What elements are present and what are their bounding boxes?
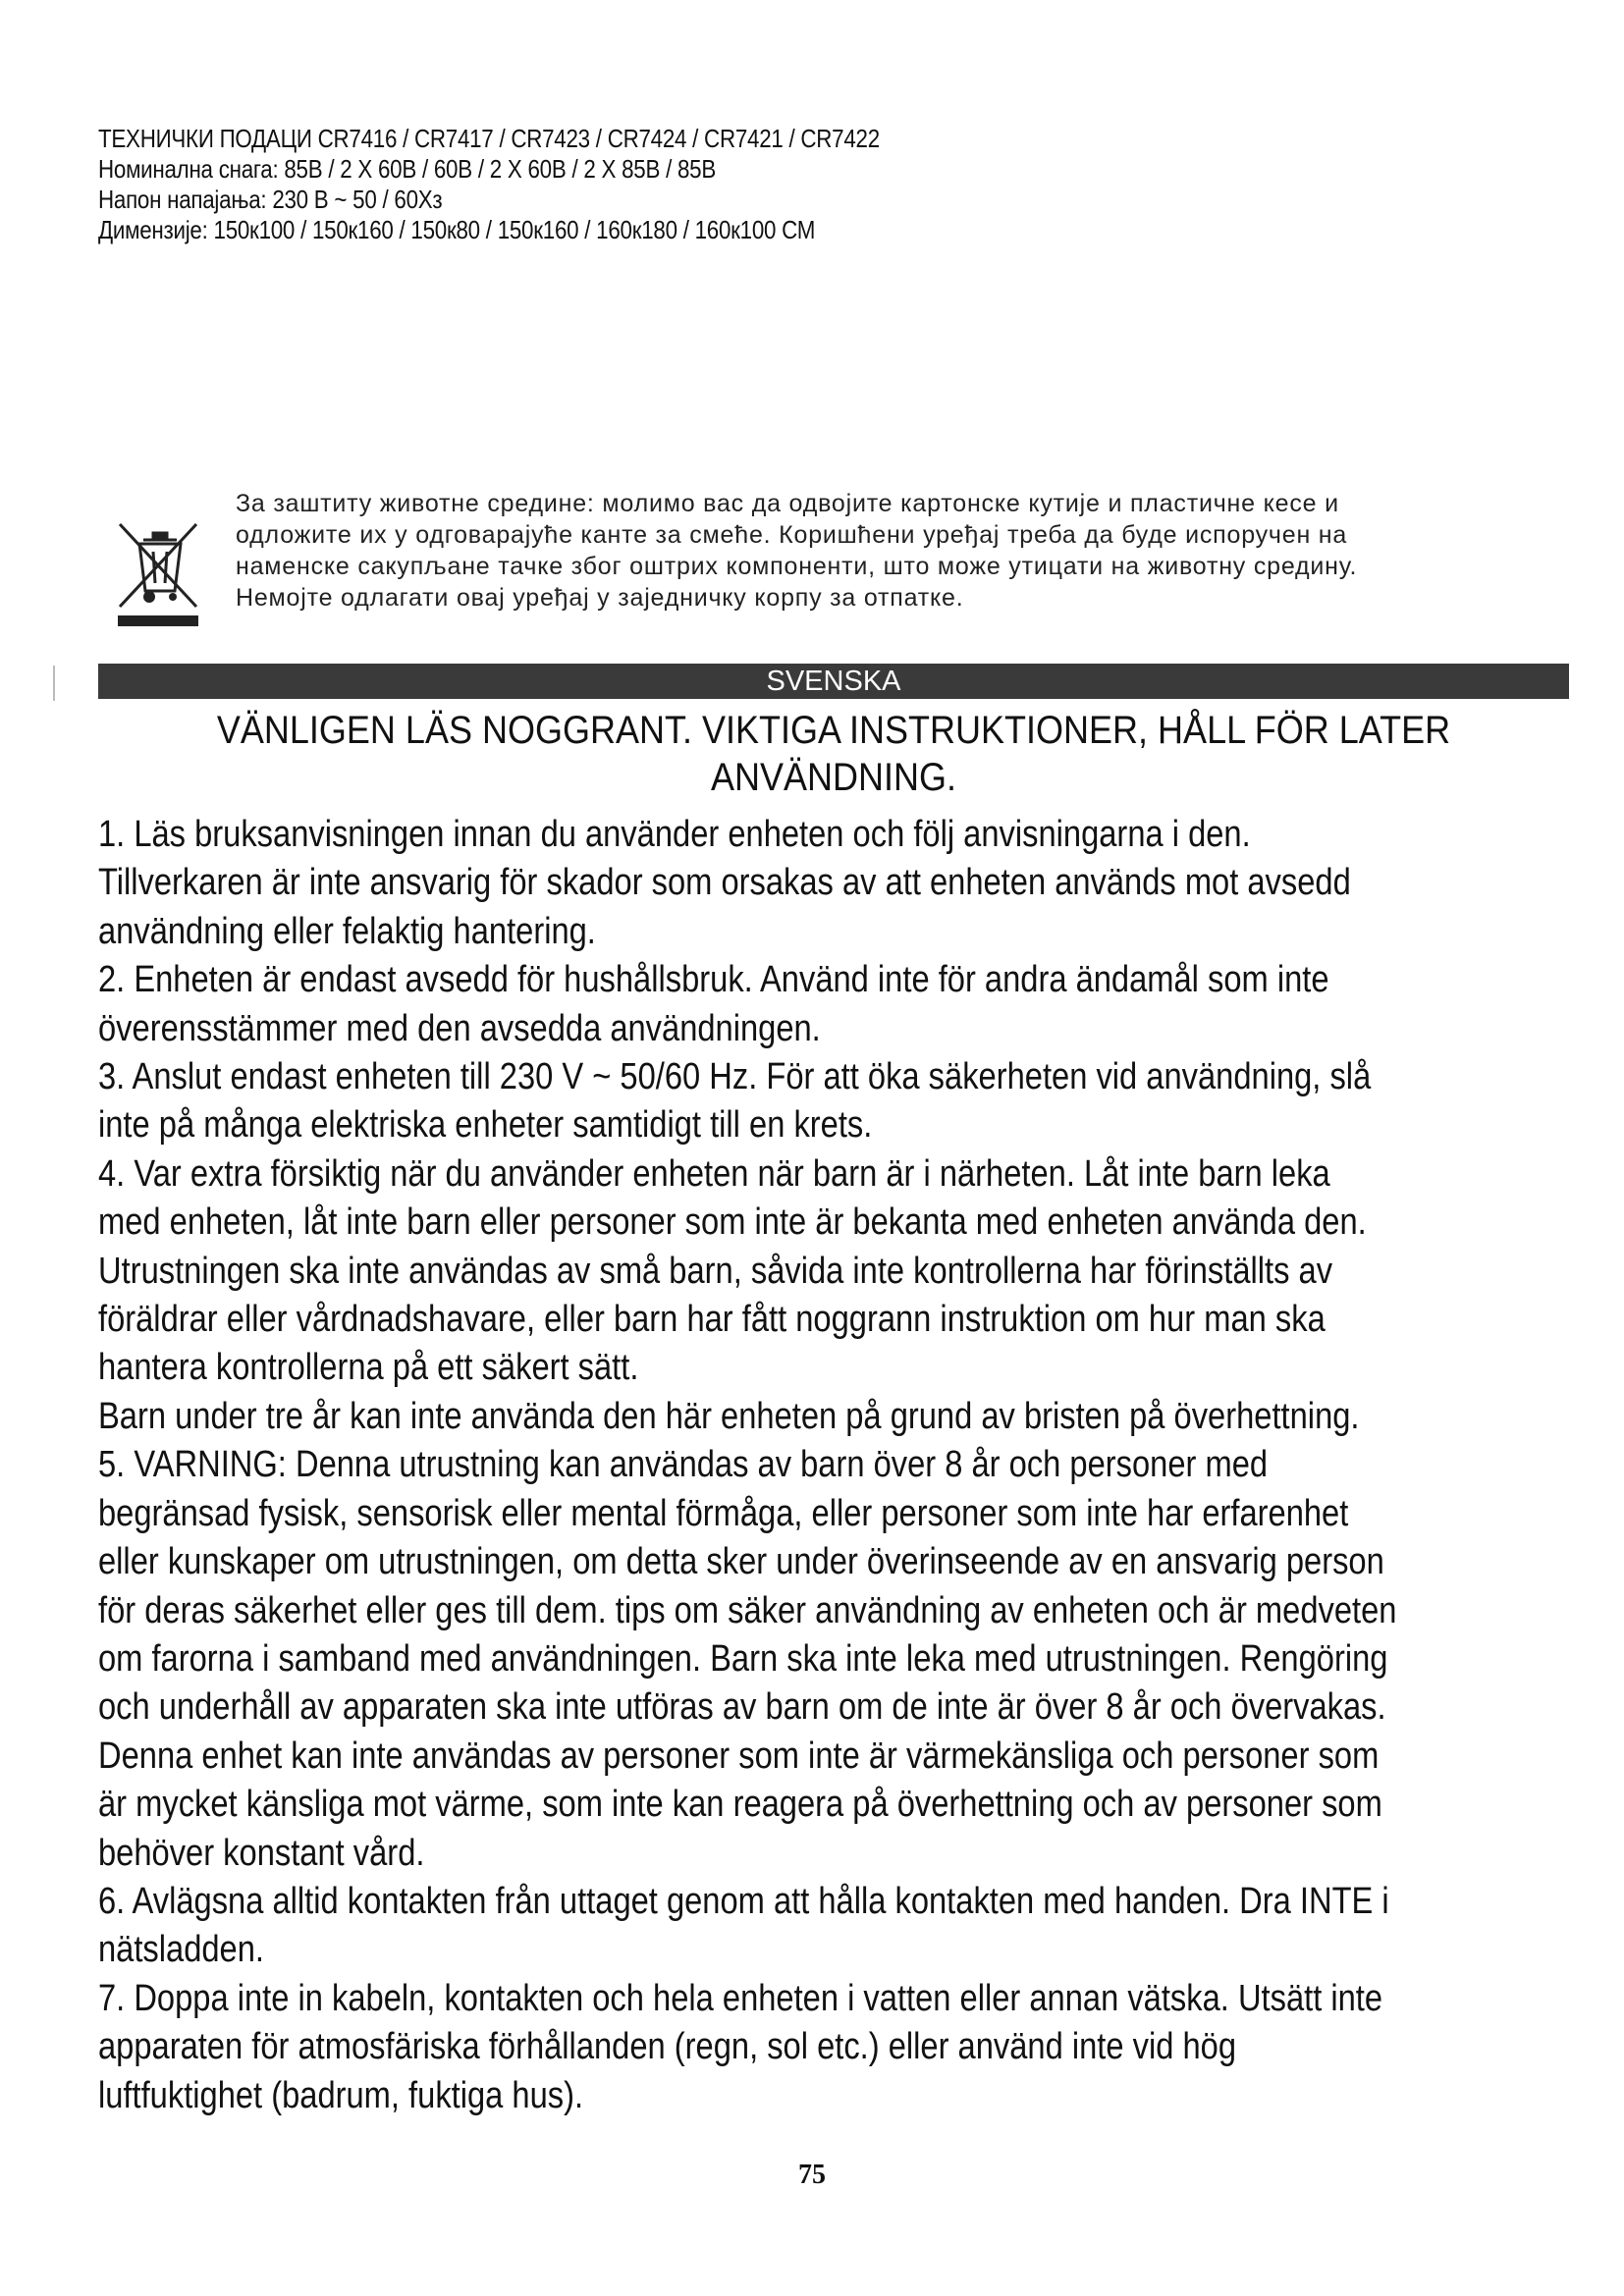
environment-line: Немојте одлагати овај уређај у заједничку корпу за отпатке. [236,584,964,612]
tech-power: Номинална снага: 85В / 2 X 60В / 60В / 2 X 60В / 2 X 85В / 85В [98,154,716,184]
crossed-out-wheelie-bin-icon [116,520,200,628]
instruction-line: apparaten för atmosfäriska förhållanden (regn, sol etc.) eller använd inte vid hög [98,2026,1236,2068]
instruction-line: Tillverkaren är inte ansvarig för skador som orsakas av att enheten används mot avsedd [98,862,1351,904]
tech-voltage: Напон напајања: 230 В ~ 50 / 60Хз [98,185,443,214]
instruction-line: Utrustningen ska inte användas av små barn, såvida inte kontrollerna har förinställts av [98,1250,1333,1292]
instruction-line: överensstämmer med den avsedda användningen. [98,1007,821,1049]
tech-dimensions: Димензије: 150к100 / 150к160 / 150к80 / 150к160 / 160к180 / 160к100 СМ [98,215,816,244]
environment-line: За заштиту животне средине: молимо вас да одвојите картонске кутије и пластичне кесе и [236,490,1339,517]
instruction-line: luftfuktighet (badrum, fuktiga hus). [98,2074,584,2116]
instruction-line: 4. Var extra försiktig när du använder enheten när barn är i närheten. Låt inte barn leka [98,1152,1330,1195]
margin-mark [53,666,55,701]
instruction-line: föräldrar eller vårdnadshavare, eller barn har fått noggrann instruktion om hur man ska [98,1299,1326,1341]
instruction-line: 3. Anslut endast enheten till 230 V ~ 50/60 Hz. För att öka säkerheten vid användning, slå [98,1056,1372,1098]
instruction-line: 7. Doppa inte in kabeln, kontakten och hela enheten i vatten eller annan vätska. Utsätt inte [98,1977,1383,2019]
instruction-line: 1. Läs bruksanvisningen innan du använder enheten och följ anvisningarna i den. [98,814,1251,855]
instruction-line: är mycket känsliga mot värme, som inte kan reagera på överhettning och av personer som [98,1784,1382,1826]
technical-data [98,124,1375,245]
instruction-line: användning eller felaktig hantering. [98,910,596,952]
instruction-line: behöver konstant vård. [98,1832,425,1874]
instruction-line: Denna enhet kan inte användas av personer som inte är värmekänsliga och personer som [98,1735,1380,1777]
instructions-body [98,811,1591,2120]
page-number: 75 [798,2160,826,2190]
environment-notice [236,488,1551,614]
instruction-line: nätsladden. [98,1929,264,1971]
instruction-line: för deras säkerhet eller ges till dem. tips om säker användning av enheten och är medveten [98,1589,1397,1631]
instruction-line: 6. Avlägsna alltid kontakten från uttaget genom att hålla kontakten med handen. Dra INTE i [98,1880,1389,1922]
instruction-line: och underhåll av apparaten ska inte utföras av barn om de inte är över 8 år och övervakas. [98,1686,1386,1729]
instruction-line: 5. VARNING: Denna utrustning kan användas av barn över 8 år och personer med [98,1444,1269,1486]
instruction-line: Barn under tre år kan inte använda den här enheten på grund av bristen på överhettning. [98,1395,1360,1437]
environment-line: одложите их у одговарајуће канте за смеће. Коришћени уређај треба да буде испоручен на [236,521,1348,549]
instruction-line: inte på många elektriska enheter samtidigt till en krets. [98,1104,873,1147]
environment-line: наменске сакупљане тачке због оштрих компоненти, што може утицати на животну средину. [236,553,1358,580]
instruction-line: begränsad fysisk, sensorisk eller mental förmåga, eller personer som inte har erfarenhet [98,1492,1349,1534]
section-title-line: VÄNLIGEN LÄS NOGGRANT. VIKTIGA INSTRUKTIONER, HÅLL FÖR LATER [216,709,1451,752]
section-title [98,707,1569,801]
instruction-line: eller kunskaper om utrustningen, om detta sker under överinseende av en ansvarig person [98,1541,1384,1583]
instruction-line: med enheten, låt inte barn eller personer som inte är bekanta med enheten använda den. [98,1201,1367,1244]
section-title-line: ANVÄNDNING. [710,756,957,799]
instruction-line: 2. Enheten är endast avsedd för hushållsbruk. Använd inte för andra ändamål som inte [98,959,1329,1001]
instruction-line: hantera kontrollerna på ett säkert sätt. [98,1347,639,1389]
instruction-line: om farorna i samband med användningen. Barn ska inte leka med utrustningen. Rengöring [98,1637,1388,1680]
tech-heading: ТЕХНИЧКИ ПОДАЦИ CR7416 / CR7417 / CR7423 / CR7424 / CR7421 / CR7422 [98,124,880,153]
language-header-bar: SVENSKA [98,664,1569,699]
